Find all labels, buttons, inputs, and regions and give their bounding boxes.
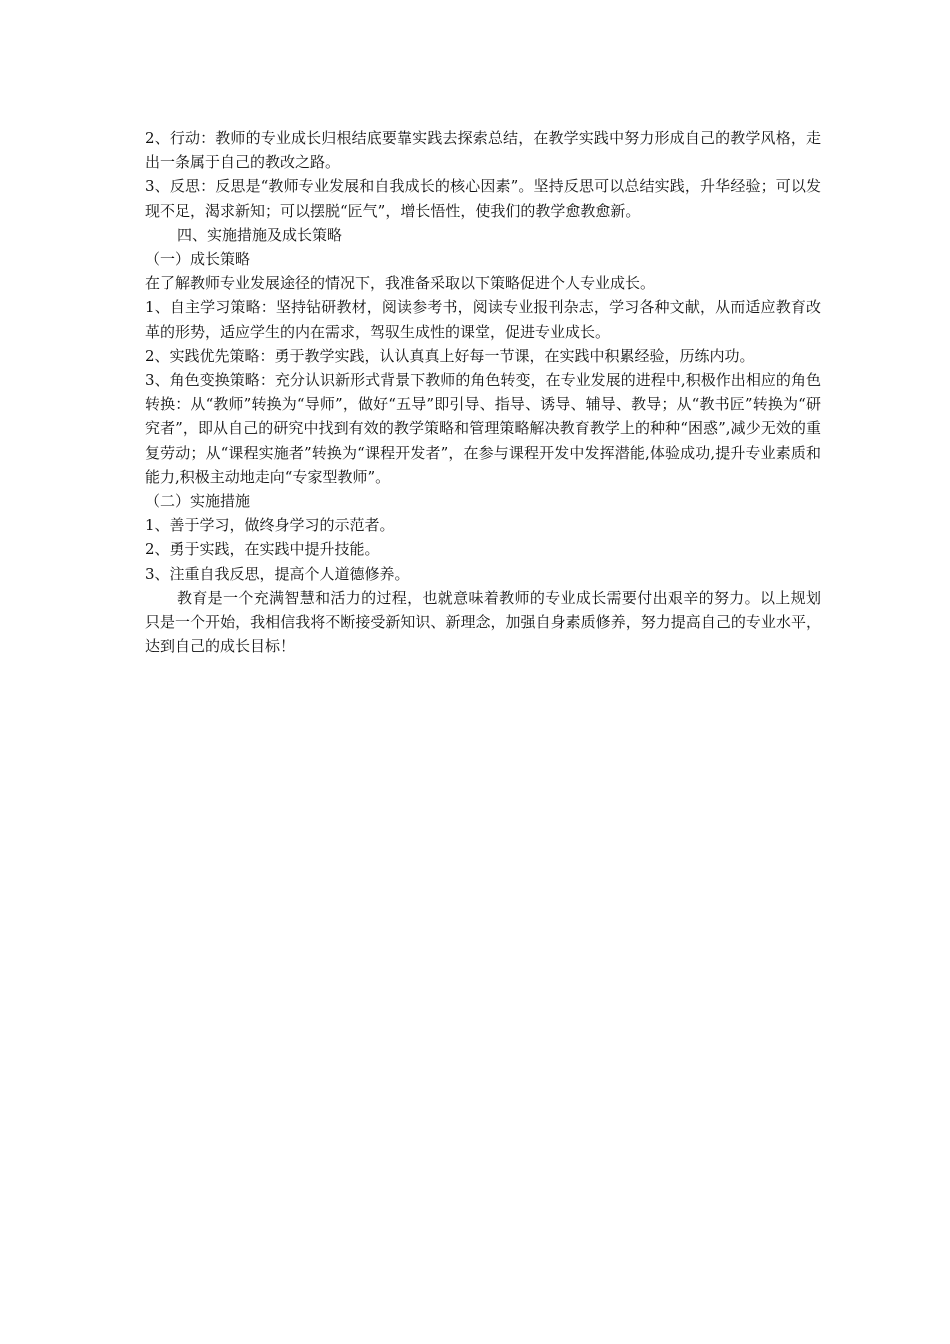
section-heading-measures: 四、实施措施及成长策略 [177, 225, 343, 244]
list-item-self-reflection: 3、注重自我反思，提高个人道德修养。 [145, 564, 410, 583]
paragraph-reflection: 3、反思：反思是“教师专业发展和自我成长的核心因素”。坚持反思可以总结实践，升华经验；可以发现不足，渴求新知；可以摆脱“匠气”，增长悟性，使我们的教学愈教愈新。 [145, 177, 821, 220]
paragraph-practice-first: 2、实践优先策略：勇于教学实践，认认真真上好每一节课，在实践中积累经验，历练内功。 [145, 346, 755, 365]
list-item-learning: 1、善于学习，做终身学习的示范者。 [145, 516, 395, 535]
subheading-implementation: （二）实施措施 [145, 492, 251, 511]
list-item-practice: 2、勇于实践，在实践中提升技能。 [145, 540, 380, 559]
paragraph-conclusion: 教育是一个充满智慧和活力的过程，也就意味着教师的专业成长需要付出艰辛的努力。以上规划只是一个开始，我相信我将不断接受新知识、新理念，加强自身素质修养，努力提高自己的专业水平，达到自己的成长目标！ [145, 588, 821, 656]
document-body [145, 126, 821, 658]
paragraph-self-study: 1、自主学习策略：坚持钻研教材，阅读参考书，阅读专业报刊杂志，学习各种文献，从而适应教育改革的形势，适应学生的内在需求，驾驭生成性的课堂，促进专业成长。 [145, 298, 821, 341]
subheading-growth-strategy: （一）成长策略 [145, 250, 251, 269]
paragraph-strategy-intro: 在了解教师专业发展途径的情况下，我准备采取以下策略促进个人专业成长。 [145, 274, 656, 293]
paragraph-role-change: 3、角色变换策略：充分认识新形式背景下教师的角色转变，在专业发展的进程中,积极作出相应的角色转换：从“教师”转换为“导师”，做好“五导”即引导、指导、诱导、辅导、教导；从“教书匠”转换为“研究者”，即从自己的研究中找到有效的教学策略和管理策略解决教育教学上的种种“困惑”,减少无效的重复劳动；从“课程实施者”转换为“课程开发者”，在参与课程开发中发挥潜能,体验成功,提升专业素质和能力,积极主动地走向“专家型教师”。 [145, 371, 821, 486]
paragraph-action: 2、行动：教师的专业成长归根结底要靠实践去探索总结，在教学实践中努力形成自己的教学风格，走出一条属于自己的教改之路。 [145, 129, 821, 172]
